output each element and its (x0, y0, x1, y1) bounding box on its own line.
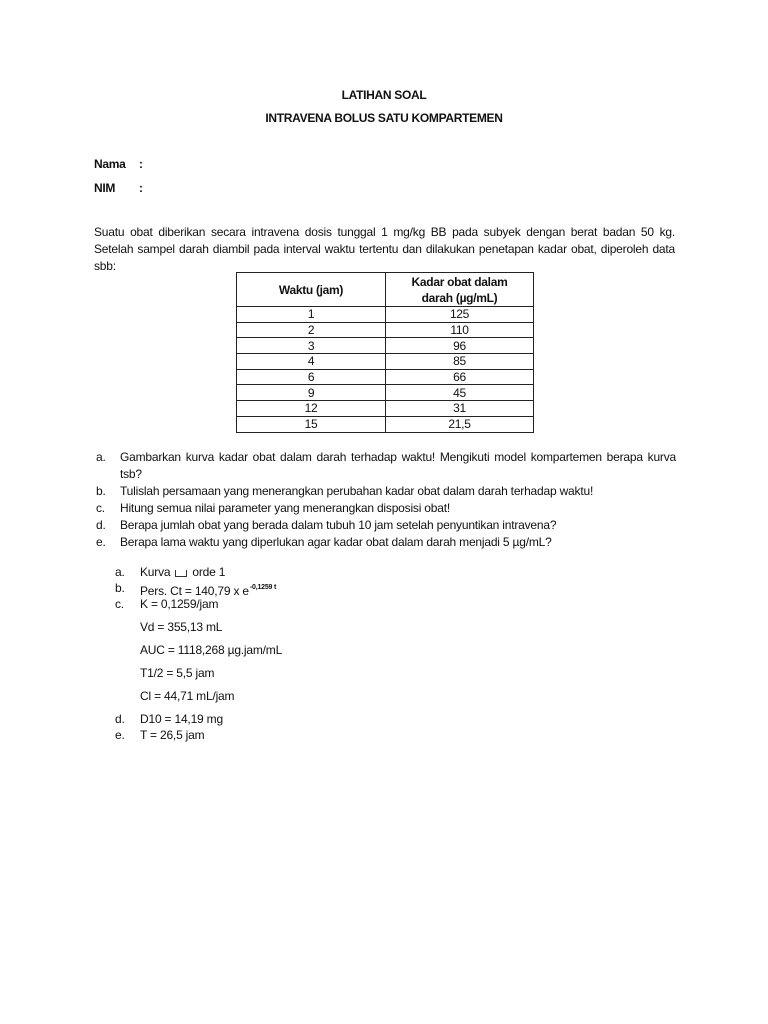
answer-c-t-half: T1/2 = 5,5 jam (140, 666, 215, 680)
cell-kadar: 45 (386, 385, 534, 401)
header-kadar-line-2: darah (µg/mL) (421, 290, 498, 305)
question-text: Berapa jumlah obat yang berada dalam tubuh 10 jam setelah penyuntikan intravena? (120, 518, 557, 532)
intro-line-3: sbb: (94, 259, 116, 273)
answer-c-vd: Vd = 355,13 mL (140, 620, 223, 634)
table-row (237, 401, 534, 417)
header-waktu: Waktu (jam) (237, 273, 386, 307)
cell-waktu: 12 (237, 401, 386, 417)
table-header-row (237, 273, 534, 307)
nim-label: NIM (94, 181, 116, 195)
answer-marker-c: c. (115, 597, 124, 611)
answer-c-k: K = 0,1259/jam (140, 597, 219, 611)
cell-waktu: 15 (237, 416, 386, 432)
cell-waktu: 1 (237, 307, 386, 323)
cell-kadar: 66 (386, 369, 534, 385)
kurva-placeholder-icon (175, 570, 187, 577)
cell-waktu: 2 (237, 322, 386, 338)
cell-kadar: 125 (386, 307, 534, 323)
nama-label: Nama (94, 157, 126, 171)
question-item (96, 500, 676, 517)
table-row (237, 369, 534, 385)
answer-b-exponent: -0,1259 t (249, 584, 277, 591)
cell-kadar: 21,5 (386, 416, 534, 432)
title-line-1: LATIHAN SOAL (341, 88, 427, 102)
intro-paragraph (94, 224, 675, 275)
answer-marker-d: d. (115, 712, 125, 726)
question-item (96, 483, 676, 500)
data-table (236, 272, 534, 433)
question-marker: c. (96, 501, 105, 515)
cell-waktu: 9 (237, 385, 386, 401)
question-marker: d. (96, 518, 106, 532)
answer-a-pre: Kurva (140, 565, 171, 579)
question-marker: b. (96, 484, 106, 498)
question-item (96, 534, 676, 551)
table-row (237, 416, 534, 432)
header-kadar (386, 273, 534, 307)
question-text: Gambarkan kurva kadar obat dalam darah terhadap waktu! Mengikuti model kompartemen berapa kurva tsb? (120, 450, 676, 481)
question-list (96, 449, 676, 551)
cell-waktu: 4 (237, 354, 386, 370)
table-row (237, 385, 534, 401)
table-row (237, 322, 534, 338)
cell-waktu: 3 (237, 338, 386, 354)
intro-line-1: Suatu obat diberikan secara intravena dosis tunggal 1 mg/kg BB pada subyek dengan berat badan 50 kg. (94, 225, 675, 239)
answer-a-post: orde 1 (192, 565, 226, 579)
answer-marker-b: b. (115, 581, 125, 595)
cell-waktu: 6 (237, 369, 386, 385)
table-row (237, 354, 534, 370)
answer-e: T = 26,5 jam (140, 728, 205, 742)
answer-c-cl: Cl = 44,71 mL/jam (140, 689, 235, 703)
table-row (237, 338, 534, 354)
answer-d: D10 = 14,19 mg (140, 712, 223, 726)
table-row (237, 307, 534, 323)
question-marker: a. (96, 450, 106, 464)
question-item (96, 517, 676, 534)
question-text: Hitung semua nilai parameter yang menerangkan disposisi obat! (120, 501, 450, 515)
nim-colon: : (139, 181, 143, 195)
answer-marker-a: a. (115, 565, 125, 579)
answer-a (140, 564, 225, 580)
answer-marker-e: e. (115, 728, 125, 742)
question-text: Berapa lama waktu yang diperlukan agar kadar obat dalam darah menjadi 5 µg/mL? (120, 535, 552, 549)
cell-kadar: 110 (386, 322, 534, 338)
title-line-2: INTRAVENA BOLUS SATU KOMPARTEMEN (265, 111, 503, 125)
question-text: Tulislah persamaan yang menerangkan perubahan kadar obat dalam darah terhadap waktu! (120, 484, 594, 498)
nama-colon: : (139, 157, 143, 171)
cell-kadar: 96 (386, 338, 534, 354)
answer-c-auc: AUC = 1118,268 µg.jam/mL (140, 643, 283, 657)
cell-kadar: 85 (386, 354, 534, 370)
answer-b-text: Pers. Ct = 140,79 x e (140, 584, 249, 598)
question-item (96, 449, 676, 483)
cell-kadar: 31 (386, 401, 534, 417)
header-kadar-line-1: Kadar obat dalam (411, 274, 508, 289)
question-marker: e. (96, 535, 106, 549)
intro-line-2: Setelah sampel darah diambil pada interval waktu tertentu dan dilakukan penetapan kadar obat, diperoleh data (94, 242, 675, 256)
